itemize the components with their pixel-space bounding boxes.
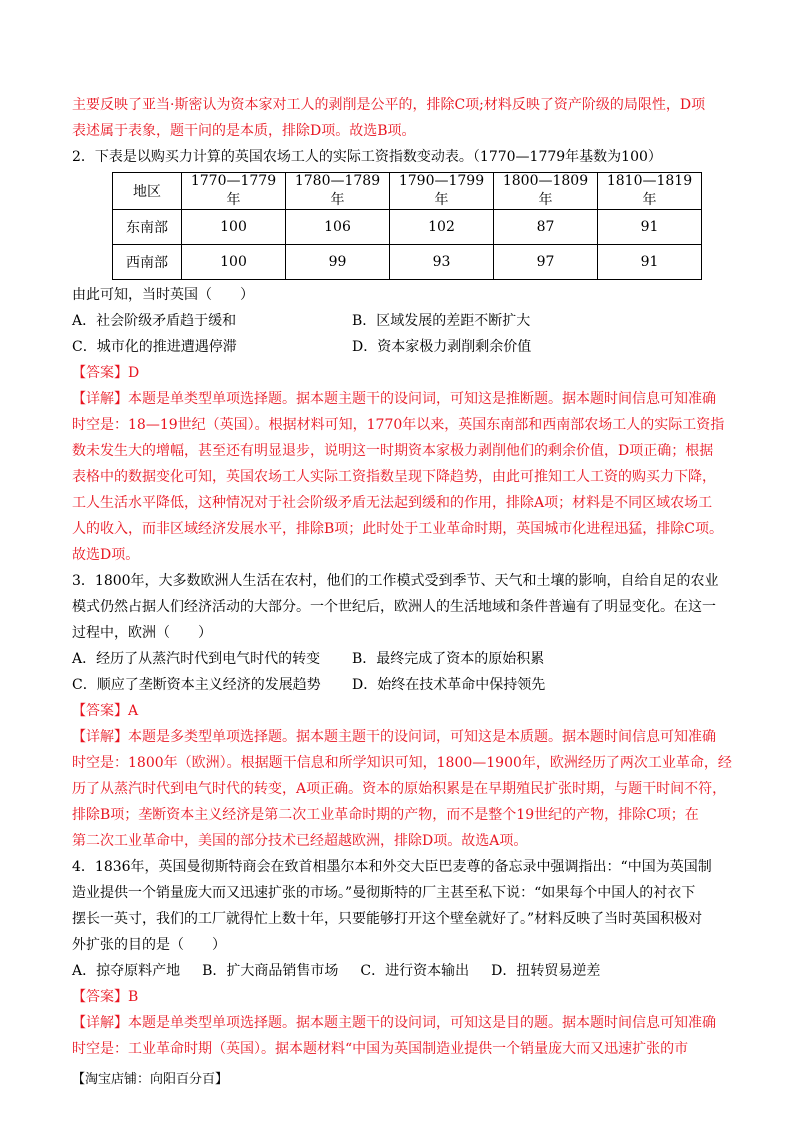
answer-line <box>72 360 732 386</box>
table-header-cell: 1810—1819年 <box>598 173 702 210</box>
text-line: 摆长一英寸，我们的工厂就得忙上数十年，只要能够打开这个壁垒就好了。”材料反映了当时英国积极对 <box>72 911 703 927</box>
table-row <box>113 210 702 245</box>
option-d: D．扭转贸易逆差 <box>491 963 601 979</box>
question-prompt: 由此可知，当时英国（ ） <box>72 287 254 303</box>
detail-text: 本题是多类型单项选择题。据本题主题干的设问词，可知这是本质题。据本题时间信息可知准确 <box>128 729 716 745</box>
detail-tag: 【详解】 <box>72 391 128 407</box>
table-cell: 91 <box>598 245 702 280</box>
table-cell: 东南部 <box>113 210 182 245</box>
option-c: C．顺应了垄断资本主义经济的发展趋势 <box>72 677 321 693</box>
text-line <box>72 724 732 750</box>
table-cell: 106 <box>286 210 390 245</box>
option-c: C．进行资本输出 <box>360 963 470 979</box>
table-cell: 100 <box>182 245 286 280</box>
text-line: 外扩张的目的是（ ） <box>72 937 226 953</box>
text-line: 人的收入，而非区域经济发展水平，排除B项；此时处于工业革命时期，英国城市化进程迅猛，排除C项。 <box>72 521 723 537</box>
text-line: 历了从蒸汽时代到电气时代的转变，A项正确。资本的原始积累是在早期殖民扩张时期，与题干时间不符， <box>72 781 727 797</box>
text-line: 表述属于表象，题干问的是本质，排除D项。故选B项。 <box>72 123 416 139</box>
text-line: 时空是：1800年（欧洲）。根据题干信息和所学知识可知，1800—1900年，欧洲经历了两次工业革命，经 <box>72 755 732 771</box>
answer-tag: 【答案】 <box>72 989 128 1005</box>
answer-tag: 【答案】 <box>72 365 128 381</box>
table-cell: 西南部 <box>113 245 182 280</box>
option-b: B．扩大商品销售市场 <box>202 963 339 979</box>
table-header-cell: 1800—1809年 <box>494 173 598 210</box>
prev-explanation <box>72 92 732 144</box>
document-page <box>72 92 732 1062</box>
options <box>72 646 732 698</box>
question-stem: 2．下表是以购买力计算的英国农场工人的实际工资指数变动表。（1770—1779年基数为100） <box>72 149 662 165</box>
table-cell: 87 <box>494 210 598 245</box>
text-line: 工人生活水平降低，这种情况对于社会阶级矛盾无法起到缓和的作用，排除A项；材料是不同区域农场工 <box>72 495 713 511</box>
explanation <box>72 1010 732 1062</box>
option-b: B．最终完成了资本的原始积累 <box>352 651 545 667</box>
text-line <box>72 1010 732 1036</box>
shop-footer: 【淘宝店铺：向阳百分百】 <box>72 1072 229 1087</box>
wage-index-table <box>112 172 702 280</box>
answer-tag: 【答案】 <box>72 703 128 719</box>
answer-value: A <box>128 703 139 719</box>
text-line: 故选D项。 <box>72 547 140 563</box>
table-cell: 99 <box>286 245 390 280</box>
table-cell: 97 <box>494 245 598 280</box>
question-3 <box>72 568 732 854</box>
text-line: 时空是：18—19世纪（英国）。根据材料可知，1770年以来，英国东南部和西南部农场工人的实际工资指 <box>72 417 725 433</box>
option-a: A．掠夺原料产地 <box>72 963 181 979</box>
table-row <box>113 245 702 280</box>
text-line <box>72 386 732 412</box>
detail-tag: 【详解】 <box>72 1015 128 1031</box>
options <box>72 958 732 984</box>
explanation <box>72 386 732 568</box>
text-line: 时空是：工业革命时期（英国）。据本题材料“中国为英国制造业提供一个销量庞大而又迅速扩张的市 <box>72 1041 689 1057</box>
option-a: A．社会阶级矛盾趋于缓和 <box>72 313 237 329</box>
detail-tag: 【详解】 <box>72 729 128 745</box>
text-line: 过程中，欧洲（ ） <box>72 625 212 641</box>
text-line: 表格中的数据变化可知，英国农场工人实际工资指数呈现下降趋势，由此可推知工人工资的购买力下降， <box>72 469 716 485</box>
text-line: 模式仍然占据人们经济活动的大部分。一个世纪后，欧洲人的生活地域和条件普遍有了明显变化。在这一 <box>72 599 716 615</box>
option-b: B．区域发展的差距不断扩大 <box>352 313 531 329</box>
answer-line <box>72 698 732 724</box>
options <box>72 308 732 360</box>
table-header-cell: 1770—1779年 <box>182 173 286 210</box>
question-4 <box>72 854 732 1062</box>
table-cell: 102 <box>390 210 494 245</box>
text-line: 3．1800年，大多数欧洲人生活在农村，他们的工作模式受到季节、天气和土壤的影响，自给自足的农业 <box>72 573 719 589</box>
question-2 <box>72 144 732 568</box>
detail-text: 本题是单类型单项选择题。据本题主题干的设问词，可知这是目的题。据本题时间信息可知准确 <box>128 1015 716 1031</box>
table-header-cell: 地区 <box>113 173 182 210</box>
answer-value: D <box>128 365 140 381</box>
table-header-row <box>113 173 702 210</box>
table-cell: 100 <box>182 210 286 245</box>
option-c: C．城市化的推进遭遇停滞 <box>72 339 237 355</box>
table-header-cell: 1790—1799年 <box>390 173 494 210</box>
text-line: 4．1836年，英国曼彻斯特商会在致首相墨尔本和外交大臣巴麦尊的备忘录中强调指出：“中国为英国制 <box>72 859 712 875</box>
explanation <box>72 724 732 854</box>
answer-line <box>72 984 732 1010</box>
text-line: 主要反映了亚当·斯密认为资本家对工人的剥削是公平的，排除C项;材料反映了资产阶级的局限性，D项 <box>72 97 706 113</box>
option-d: D．始终在技术革命中保持领先 <box>352 677 546 693</box>
text-line: 造业提供一个销量庞大而又迅速扩张的市场。”曼彻斯特的厂主甚至私下说：“如果每个中国人的衬衣下 <box>72 885 696 901</box>
detail-text: 本题是单类型单项选择题。据本题主题干的设问词，可知这是推断题。据本题时间信息可知准确 <box>128 391 716 407</box>
answer-value: B <box>128 989 139 1005</box>
option-d: D．资本家极力剥削剩余价值 <box>352 339 532 355</box>
text-line: 第二次工业革命中，美国的部分技术已经超越欧洲，排除D项。故选A项。 <box>72 833 528 849</box>
option-a: A．经历了从蒸汽时代到电气时代的转变 <box>72 651 321 667</box>
table-cell: 91 <box>598 210 702 245</box>
table-header-cell: 1780—1789年 <box>286 173 390 210</box>
table-cell: 93 <box>390 245 494 280</box>
text-line: 数未发生大的增幅，甚至还有明显退步，说明这一时期资本家极力剥削他们的剩余价值，D项正确；根据 <box>72 443 714 459</box>
text-line: 排除B项；垄断资本主义经济是第二次工业革命时期的产物，而不是整个19世纪的产物，排除C项；在 <box>72 807 699 823</box>
